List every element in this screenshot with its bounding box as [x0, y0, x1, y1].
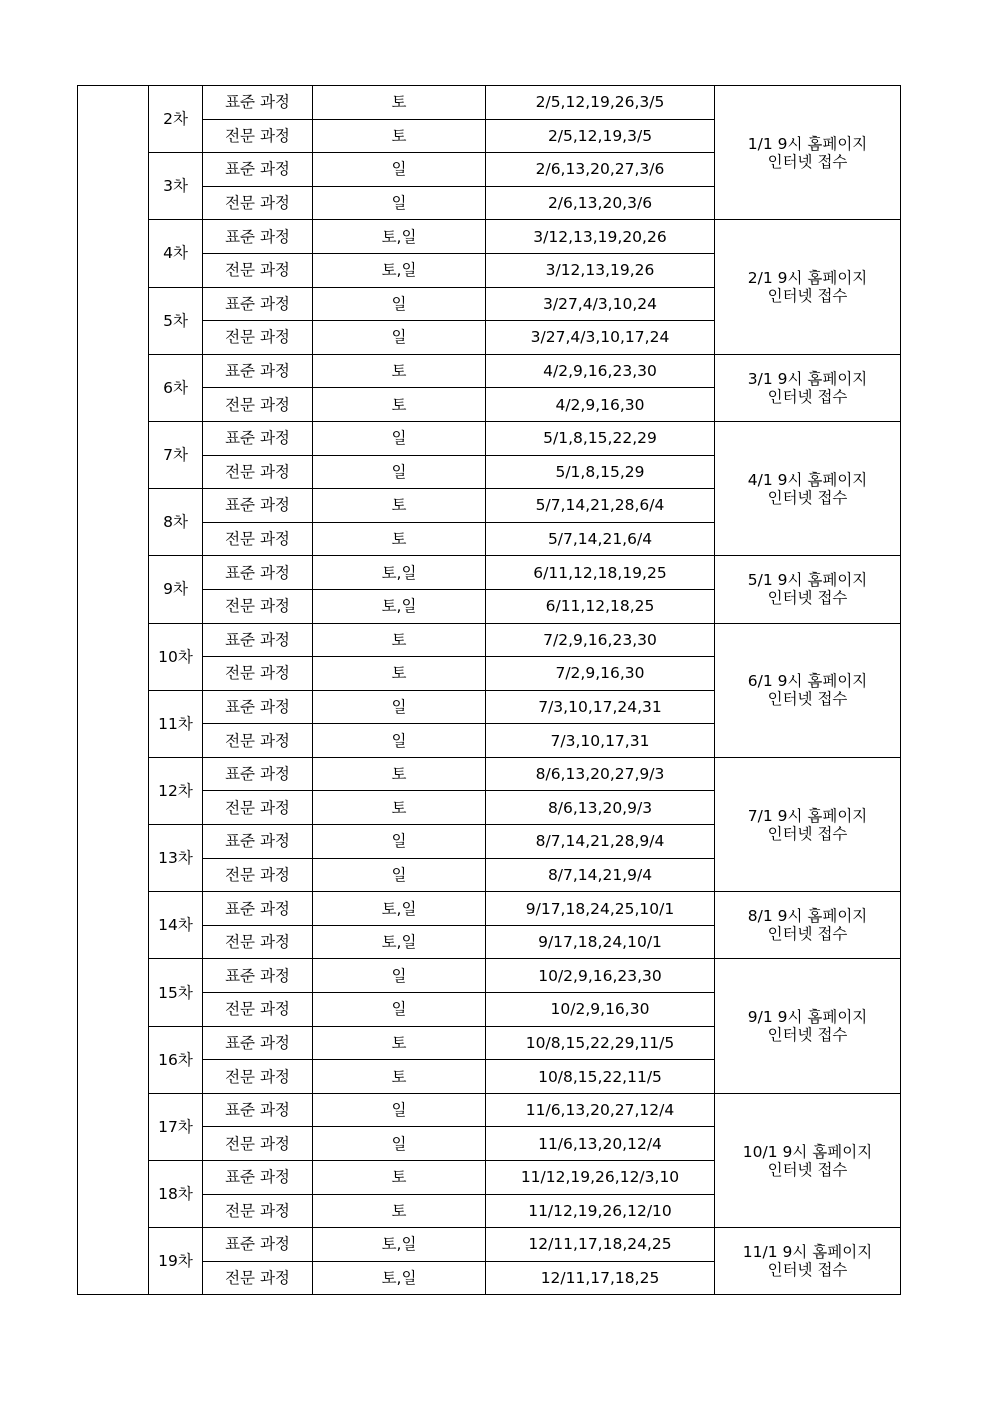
course-day: 일 [313, 1127, 486, 1161]
course-name: 표준 과정 [203, 1161, 313, 1195]
course-dates: 3/12,13,19,26 [486, 253, 715, 287]
course-dates: 11/12,19,26,12/3,10 [486, 1161, 715, 1195]
course-name: 전문 과정 [203, 388, 313, 422]
table-row [78, 220, 901, 254]
round-label: 15차 [149, 959, 203, 1026]
course-dates: 3/12,13,19,20,26 [486, 220, 715, 254]
course-day: 일 [313, 421, 486, 455]
course-name: 전문 과정 [203, 1127, 313, 1161]
round-label: 10차 [149, 623, 203, 690]
course-dates: 9/17,18,24,10/1 [486, 925, 715, 959]
course-day: 토 [313, 657, 486, 691]
course-dates: 4/2,9,16,23,30 [486, 354, 715, 388]
course-dates: 8/6,13,20,9/3 [486, 791, 715, 825]
course-name: 전문 과정 [203, 321, 313, 355]
course-name: 전문 과정 [203, 993, 313, 1027]
round-label: 2차 [149, 86, 203, 153]
course-name: 표준 과정 [203, 690, 313, 724]
course-day: 토,일 [313, 892, 486, 926]
course-day: 일 [313, 153, 486, 187]
course-day: 토 [313, 791, 486, 825]
course-name: 표준 과정 [203, 623, 313, 657]
round-label: 6차 [149, 354, 203, 421]
course-day: 토 [313, 623, 486, 657]
table-row [78, 623, 901, 657]
course-name: 전문 과정 [203, 1261, 313, 1295]
registration-note-line2: 인터넷 접수 [767, 1261, 848, 1280]
course-dates: 7/2,9,16,23,30 [486, 623, 715, 657]
registration-note [715, 623, 901, 757]
course-name: 표준 과정 [203, 892, 313, 926]
course-dates: 10/8,15,22,11/5 [486, 1060, 715, 1094]
course-name: 표준 과정 [203, 153, 313, 187]
registration-note [715, 892, 901, 959]
course-day: 일 [313, 690, 486, 724]
course-dates: 5/1,8,15,22,29 [486, 421, 715, 455]
course-name: 전문 과정 [203, 791, 313, 825]
registration-note-line2: 인터넷 접수 [767, 925, 848, 944]
round-label: 16차 [149, 1026, 203, 1093]
course-name: 표준 과정 [203, 86, 313, 120]
registration-note-line1: 1/1 9시 홈페이지 [747, 134, 868, 153]
registration-note [715, 959, 901, 1093]
course-day: 토 [313, 354, 486, 388]
registration-note-line2: 인터넷 접수 [767, 152, 848, 171]
course-dates: 5/7,14,21,28,6/4 [486, 489, 715, 523]
round-label: 18차 [149, 1161, 203, 1228]
course-name: 표준 과정 [203, 1093, 313, 1127]
course-dates: 12/11,17,18,25 [486, 1261, 715, 1295]
course-name: 표준 과정 [203, 1228, 313, 1262]
table-row [78, 892, 901, 926]
registration-note-line2: 인터넷 접수 [767, 1160, 848, 1179]
round-label: 5차 [149, 287, 203, 354]
table-row [78, 86, 901, 120]
registration-note-line2: 인터넷 접수 [767, 824, 848, 843]
course-day: 일 [313, 321, 486, 355]
course-day: 일 [313, 455, 486, 489]
course-dates: 5/1,8,15,29 [486, 455, 715, 489]
course-name: 표준 과정 [203, 757, 313, 791]
course-dates: 5/7,14,21,6/4 [486, 522, 715, 556]
round-label: 7차 [149, 421, 203, 488]
round-label: 8차 [149, 489, 203, 556]
course-day: 토 [313, 1161, 486, 1195]
course-name: 표준 과정 [203, 421, 313, 455]
course-day: 토 [313, 522, 486, 556]
course-name: 표준 과정 [203, 825, 313, 859]
course-dates: 3/27,4/3,10,24 [486, 287, 715, 321]
registration-note-line1: 9/1 9시 홈페이지 [747, 1008, 868, 1027]
table-row [78, 354, 901, 388]
course-day: 토,일 [313, 556, 486, 590]
registration-note [715, 220, 901, 354]
course-day: 토 [313, 1026, 486, 1060]
course-dates: 8/6,13,20,27,9/3 [486, 757, 715, 791]
course-name: 전문 과정 [203, 253, 313, 287]
round-label: 19차 [149, 1228, 203, 1295]
round-label: 14차 [149, 892, 203, 959]
course-day: 일 [313, 825, 486, 859]
registration-note-line1: 6/1 9시 홈페이지 [747, 672, 868, 691]
registration-note-line2: 인터넷 접수 [767, 1026, 848, 1045]
course-dates: 2/6,13,20,3/6 [486, 186, 715, 220]
registration-note-line1: 8/1 9시 홈페이지 [747, 907, 868, 926]
course-day: 일 [313, 287, 486, 321]
course-dates: 3/27,4/3,10,17,24 [486, 321, 715, 355]
registration-note-line2: 인터넷 접수 [767, 287, 848, 306]
course-day: 토 [313, 119, 486, 153]
registration-note-line1: 7/1 9시 홈페이지 [747, 806, 868, 825]
schedule-table-body [78, 86, 901, 1295]
course-name: 표준 과정 [203, 556, 313, 590]
schedule-table [77, 85, 901, 1295]
course-name: 전문 과정 [203, 589, 313, 623]
course-day: 토,일 [313, 220, 486, 254]
course-dates: 4/2,9,16,30 [486, 388, 715, 422]
course-dates: 7/3,10,17,24,31 [486, 690, 715, 724]
course-dates: 10/8,15,22,29,11/5 [486, 1026, 715, 1060]
blank-left-column [78, 86, 149, 1295]
course-name: 전문 과정 [203, 186, 313, 220]
course-day: 토 [313, 1194, 486, 1228]
course-name: 전문 과정 [203, 119, 313, 153]
registration-note-line2: 인터넷 접수 [767, 589, 848, 608]
round-label: 3차 [149, 153, 203, 220]
course-dates: 6/11,12,18,25 [486, 589, 715, 623]
table-row [78, 959, 901, 993]
registration-note-line2: 인터넷 접수 [767, 387, 848, 406]
course-name: 표준 과정 [203, 220, 313, 254]
course-name: 전문 과정 [203, 1194, 313, 1228]
course-dates: 12/11,17,18,24,25 [486, 1228, 715, 1262]
course-name: 전문 과정 [203, 657, 313, 691]
registration-note [715, 86, 901, 220]
course-day: 일 [313, 724, 486, 758]
course-name: 표준 과정 [203, 354, 313, 388]
registration-note-line2: 인터넷 접수 [767, 488, 848, 507]
course-dates: 11/6,13,20,27,12/4 [486, 1093, 715, 1127]
course-dates: 9/17,18,24,25,10/1 [486, 892, 715, 926]
course-dates: 8/7,14,21,9/4 [486, 858, 715, 892]
round-label: 4차 [149, 220, 203, 287]
course-dates: 2/6,13,20,27,3/6 [486, 153, 715, 187]
course-day: 토 [313, 86, 486, 120]
course-dates: 2/5,12,19,3/5 [486, 119, 715, 153]
course-dates: 2/5,12,19,26,3/5 [486, 86, 715, 120]
course-day: 토,일 [313, 253, 486, 287]
round-label: 17차 [149, 1093, 203, 1160]
course-dates: 8/7,14,21,28,9/4 [486, 825, 715, 859]
course-day: 토 [313, 489, 486, 523]
registration-note-line1: 4/1 9시 홈페이지 [747, 470, 868, 489]
course-name: 전문 과정 [203, 858, 313, 892]
table-row [78, 1228, 901, 1262]
course-day: 토,일 [313, 589, 486, 623]
registration-note-line1: 5/1 9시 홈페이지 [747, 571, 868, 590]
course-dates: 11/6,13,20,12/4 [486, 1127, 715, 1161]
registration-note-line2: 인터넷 접수 [767, 690, 848, 709]
registration-note [715, 1093, 901, 1227]
course-day: 토 [313, 1060, 486, 1094]
course-dates: 7/2,9,16,30 [486, 657, 715, 691]
course-day: 토,일 [313, 1228, 486, 1262]
round-label: 9차 [149, 556, 203, 623]
table-row [78, 556, 901, 590]
course-name: 전문 과정 [203, 522, 313, 556]
course-dates: 7/3,10,17,31 [486, 724, 715, 758]
course-day: 일 [313, 959, 486, 993]
course-day: 토 [313, 757, 486, 791]
course-day: 토 [313, 388, 486, 422]
round-label: 12차 [149, 757, 203, 824]
course-name: 전문 과정 [203, 925, 313, 959]
table-row [78, 1093, 901, 1127]
course-name: 전문 과정 [203, 1060, 313, 1094]
registration-note-line1: 3/1 9시 홈페이지 [747, 369, 868, 388]
registration-note [715, 421, 901, 555]
course-dates: 10/2,9,16,30 [486, 993, 715, 1027]
course-dates: 10/2,9,16,23,30 [486, 959, 715, 993]
round-label: 11차 [149, 690, 203, 757]
registration-note-line1: 10/1 9시 홈페이지 [742, 1142, 873, 1161]
course-day: 토,일 [313, 925, 486, 959]
registration-note [715, 1228, 901, 1295]
course-day: 토,일 [313, 1261, 486, 1295]
table-row [78, 757, 901, 791]
course-day: 일 [313, 1093, 486, 1127]
registration-note-line1: 11/1 9시 홈페이지 [742, 1243, 873, 1262]
table-row [78, 421, 901, 455]
course-day: 일 [313, 993, 486, 1027]
registration-note [715, 354, 901, 421]
round-label: 13차 [149, 825, 203, 892]
course-day: 일 [313, 858, 486, 892]
course-day: 일 [313, 186, 486, 220]
course-name: 표준 과정 [203, 1026, 313, 1060]
course-name: 표준 과정 [203, 959, 313, 993]
course-dates: 6/11,12,18,19,25 [486, 556, 715, 590]
registration-note [715, 757, 901, 891]
registration-note [715, 556, 901, 623]
course-name: 전문 과정 [203, 724, 313, 758]
course-name: 표준 과정 [203, 489, 313, 523]
course-name: 표준 과정 [203, 287, 313, 321]
registration-note-line1: 2/1 9시 홈페이지 [747, 269, 868, 288]
course-name: 전문 과정 [203, 455, 313, 489]
course-dates: 11/12,19,26,12/10 [486, 1194, 715, 1228]
